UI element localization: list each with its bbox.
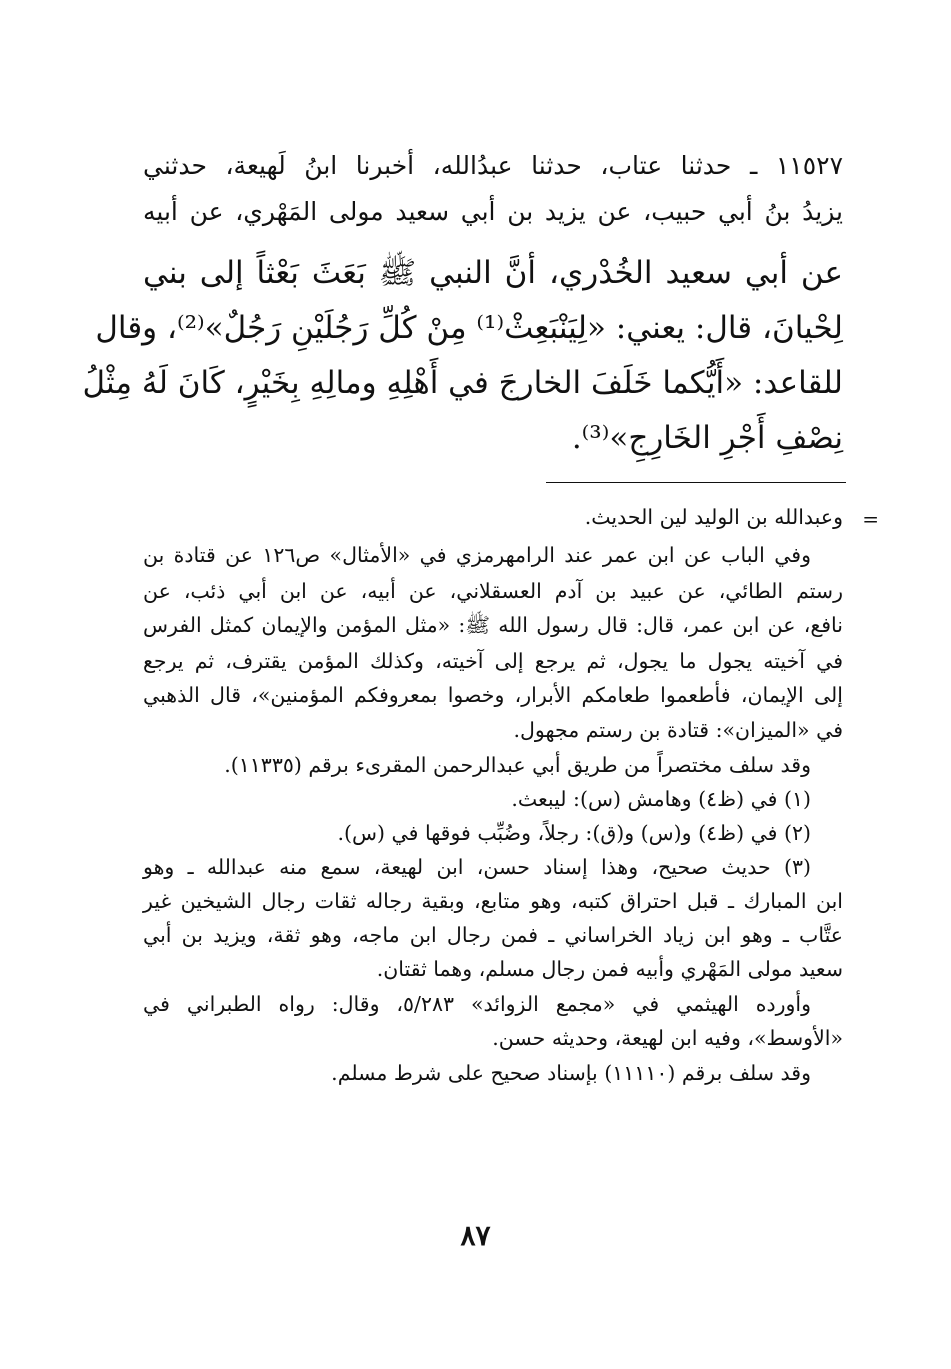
footnote-line: وقد سلف برقم (١١١١٠) بإسناد صحيح على شرط مسلم. (331, 1061, 811, 1085)
footnote-line: وعبدالله بن الوليد لين الحديث. (584, 505, 843, 529)
footnote-line: رستم الطائي، عن عبيد بن آدم العسقلاني، عن أبيه، عن ابن أبي ذئب، عن (143, 579, 843, 603)
hadith-text-line: نِصْفِ أَجْرِ الخَارِجِ»⁽³⁾. (571, 420, 843, 456)
hadith-text-line: للقاعد: «أَيُّكما خَلَفَ الخارجَ في أَهْلِهِ ومالِهِ بِخَيْرٍ، كَانَ لَهُ مِثْلُ (82, 365, 843, 401)
footnote-line: ابن المبارك ـ قبل احتراق كتبه، وهو متابع، وبقية رجاله ثقات رجال الشيخين غير (143, 889, 843, 913)
footnote-2: (٢) في (ظ٤) و(س) و(ق): رجلاً، وضُبِّب فوقها في (س). (337, 821, 811, 845)
hadith-text-line: لِحْيانَ، قال: يعني: «لِيَنْبَعِثْ⁽¹⁾ مِنْ كُلِّ رَجُلَيْنِ رَجُلٌ»⁽²⁾، وقال (95, 310, 843, 346)
hadith-text-line: عن أبي سعيد الخُدْري، أنَّ النبي ﷺ بَعَثَ بَعْثاً إلى بني (143, 255, 844, 291)
footnote-line: وأورده الهيثمي في «مجمع الزوائد» ٥/٢٨٣، وقال: رواه الطبراني في (143, 992, 811, 1016)
page-number: ٨٧ (460, 1219, 491, 1252)
footnote-line: إلى الإيمان، فأطعموا طعامكم الأبرار، وخصوا بمعروفكم المؤمنين»، قال الذهبي (143, 683, 843, 707)
footnote-line: وفي الباب عن ابن عمر عند الرامهرمزي في «الأمثال» ص١٢٦ عن قتادة بن (143, 543, 811, 567)
footnote-divider (546, 482, 846, 483)
footnote-3: (٣) حديث صحيح، وهذا إسناد حسن، ابن لهيعة، سمع منه عبدالله ـ وهو (143, 855, 811, 879)
hadith-chain-line: ١١٥٢٧ ـ حدثنا عتاب، حدثنا عبدُالله، أخبرنا ابنُ لَهيعة، حدثني (143, 151, 843, 180)
footnote-line: سعيد مولى المَهْري وأبيه فمن رجال مسلم، وهما ثقتان. (376, 957, 843, 981)
hadith-chain-line: يزيدُ بنُ أبي حبيب، عن يزيد بن أبي سعيد مولى المَهْري، عن أبيه (143, 197, 843, 226)
footnote-line: وقد سلف مختصراً من طريق أبي عبدالرحمن المقرىء برقم (١١٣٣٥). (224, 753, 811, 777)
footnote-1: (١) في (ظ٤) وهامش (س): ليبعث. (511, 787, 811, 811)
footnote-line: في «الميزان»: قتادة بن رستم مجهول. (513, 718, 843, 742)
footnote-line: نافع، عن ابن عمر، قال: قال رسول الله ﷺ: «مثل المؤمن والإيمان كمثل الفرس (143, 613, 843, 637)
footnote-continuation-mark: = (862, 507, 879, 531)
footnote-line: عتَّاب ـ وهو ابن زياد الخراساني ـ فمن رجال ابن ماجه، وهو ثقة، ويزيد بن أبي (143, 923, 843, 947)
footnote-line: «الأوسط»، وفيه ابن لهيعة، وحديثه حسن. (492, 1026, 843, 1050)
footnote-line: في آخيته يجول ما يجول، ثم يرجع إلى آخيته، وكذلك المؤمن يقترف، ثم يرجع (143, 649, 843, 673)
